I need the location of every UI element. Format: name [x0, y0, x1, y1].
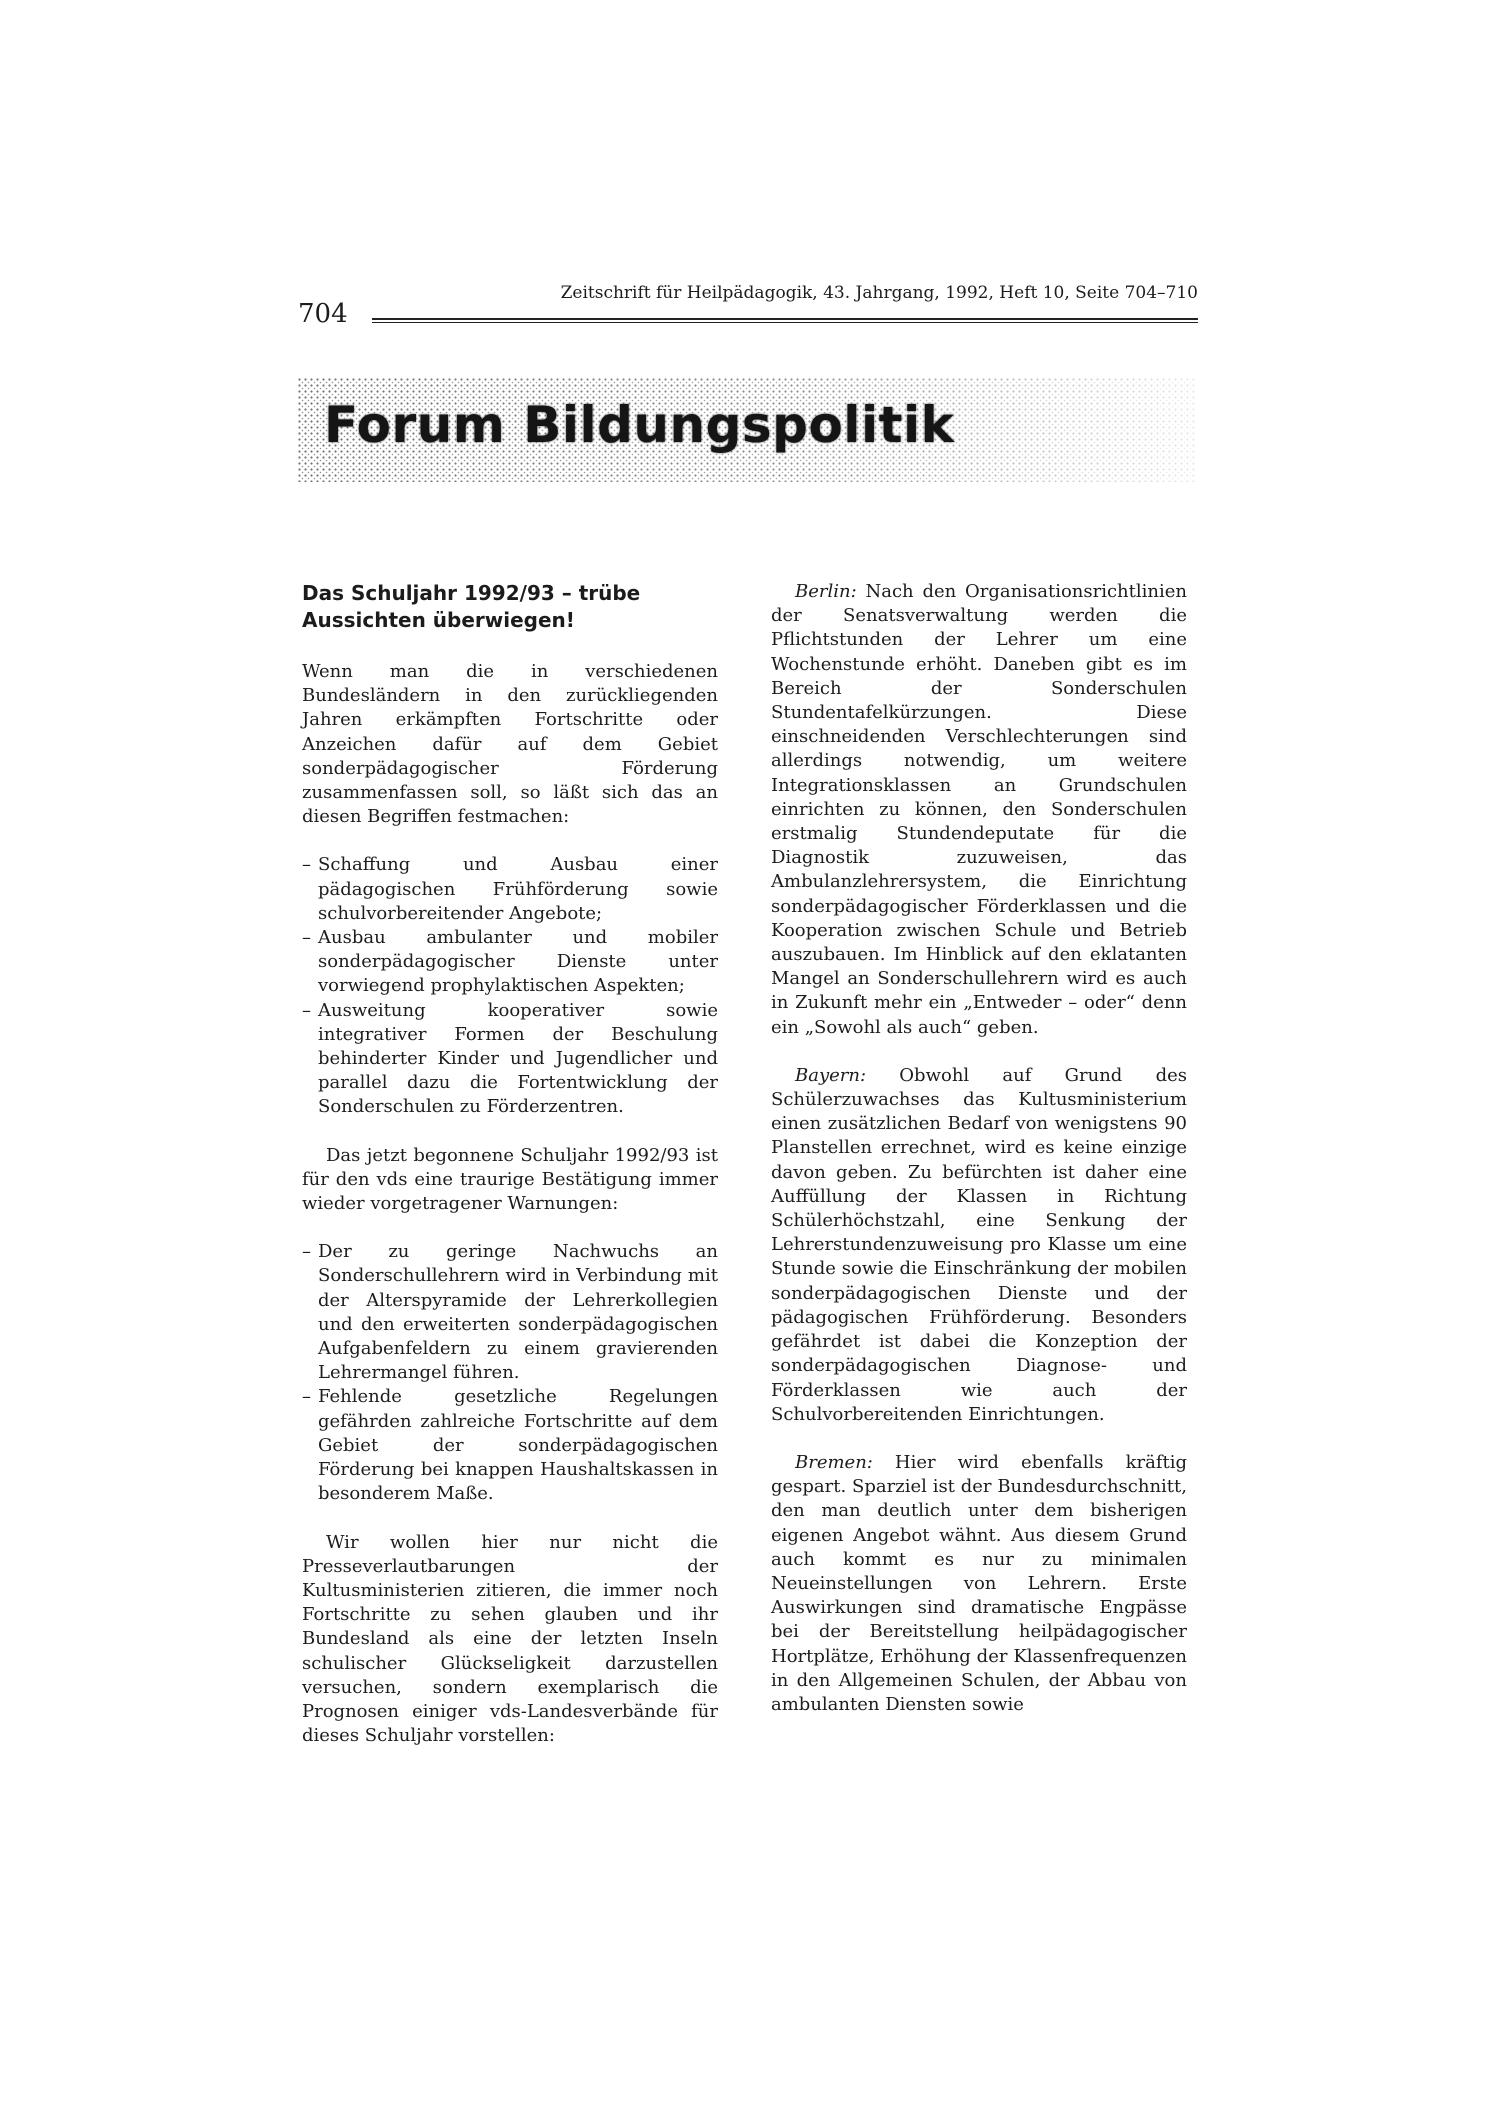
state-label: Bayern:	[795, 1064, 867, 1086]
bremen-paragraph	[771, 1451, 1187, 1717]
header-rule	[372, 318, 1198, 323]
progress-list	[302, 853, 718, 1119]
section-banner	[298, 378, 1196, 482]
banner-title: Forum Bildungspolitik	[324, 396, 955, 454]
left-column	[302, 580, 718, 1748]
intro-paragraph: Wenn man die in verschiedenen Bundesländern in den zurückliegenden Jahren erkämpften Fortschritte oder Anzeichen dafür auf dem Gebiet sonderpädagogischer Förderung zusammenfassen soll, so läßt sich das an diesen Begriffen festmachen:	[302, 661, 718, 828]
paragraph-text: Hier wird ebenfalls kräftig gespart. Sparziel ist der Bundesdurchschnitt, den man deutlich unter dem bisherigen eigenen Angebot wähnt. Aus diesem Grund auch kommt es nur zu minimalen Neueinstellungen von Lehrern. Erste Auswirkungen sind dramatische Engpässe bei der Bereitstellung heilpädagogischer Hortplätze, Erhöhung der Klassenfrequenzen in den Allgemeinen Schulen, der Abbau von ambulanten Diensten sowie	[771, 1451, 1187, 1715]
running-head: Zeitschrift für Heilpädagogik, 43. Jahrgang, 1992, Heft 10, Seite 704–710	[560, 283, 1198, 303]
list-item: – Ausweitung kooperativer sowie integrativer Formen der Beschulung behinderter Kinder und Jugendlicher und parallel dazu die Fortentwicklung der Sonderschulen zu Förderzentren.	[302, 999, 718, 1120]
list-item: – Ausbau ambulanter und mobiler sonderpädagogischer Dienste unter vorwiegend prophylaktischen Aspekten;	[302, 926, 718, 999]
page-number: 704	[298, 299, 348, 329]
paragraph: Das jetzt begonnene Schuljahr 1992/93 ist für den vds eine traurige Bestätigung immer wieder vorgetragener Warnungen:	[302, 1144, 718, 1215]
bayern-paragraph	[771, 1064, 1187, 1427]
state-label: Bremen:	[795, 1451, 873, 1473]
paragraph-text: Nach den Organisationsrichtlinien der Senatsverwaltung werden die Pflichtstunden der Lehrer um eine Wochenstunde erhöht. Daneben gibt es im Bereich der Sonderschulen Stundentafelkürzungen. Diese einschneidenden Verschlechterungen sind allerdings notwendig, um weitere Integrationsklassen an Grundschulen einrichten zu können, den Sonderschulen erstmalig Stundendeputate für die Diagnostik zuzuweisen, das Ambulanzlehrersystem, die Einrichtung sonderpädagogischer Förderklassen und die Kooperation zwischen Schule und Betrieb auszubauen. Im Hinblick auf den eklatanten Mangel an Sonderschullehrern wird es auch in Zukunft mehr ein „Entweder – oder“ denn ein „Sowohl als auch“ geben.	[771, 581, 1187, 1038]
berlin-paragraph	[771, 580, 1187, 1040]
paragraph: Wir wollen hier nur nicht die Presseverlautbarungen der Kultusministerien zitieren, die immer noch Fortschritte zu sehen glauben und ihr Bundesland als eine der letzten Inseln schulischer Glückseligkeit darzustellen versuchen, sondern exemplarisch die Prognosen einiger vds-Landesverbände für dieses Schuljahr vorstellen:	[302, 1531, 718, 1747]
list-item: – Fehlende gesetzliche Regelungen gefährden zahlreiche Fortschritte auf dem Gebiet der sonderpädagogischen Förderung bei knappen Haushaltskassen in besonderem Maße.	[302, 1385, 718, 1506]
warnings-list	[302, 1240, 718, 1506]
list-item: – Schaffung und Ausbau einer pädagogischen Frühförderung sowie schulvorbereitender Angebote;	[302, 853, 718, 926]
state-label: Berlin:	[795, 581, 857, 602]
paragraph-text: Obwohl auf Grund des Schülerzuwachses das Kultusministerium einen zusätzlichen Bedarf von wenigstens 90 Planstellen errechnet, wird es keine einzige davon geben. Zu befürchten ist daher eine Auffüllung der Klassen in Richtung Schülerhöchstzahl, eine Senkung der Lehrerstundenzuweisung pro Klasse um eine Stunde sowie die Einschränkung der mobilen sonderpädagogischen Dienste und der pädagogischen Frühförderung. Besonders gefährdet ist dabei die Konzeption der sonderpädagogischen Diagnose- und Förderklassen wie auch der Schulvorbereitenden Einrichtungen.	[771, 1064, 1187, 1425]
right-column	[771, 580, 1187, 1717]
article-title: Das Schuljahr 1992/93 – trübe Aussichten überwiegen!	[302, 581, 641, 632]
list-item: – Der zu geringe Nachwuchs an Sonderschullehrern wird in Verbindung mit der Alterspyramide der Lehrerkollegien und den erweiterten sonderpädagogischen Aufgabenfeldern zu einem gravierenden Lehrermangel führen.	[302, 1240, 718, 1385]
